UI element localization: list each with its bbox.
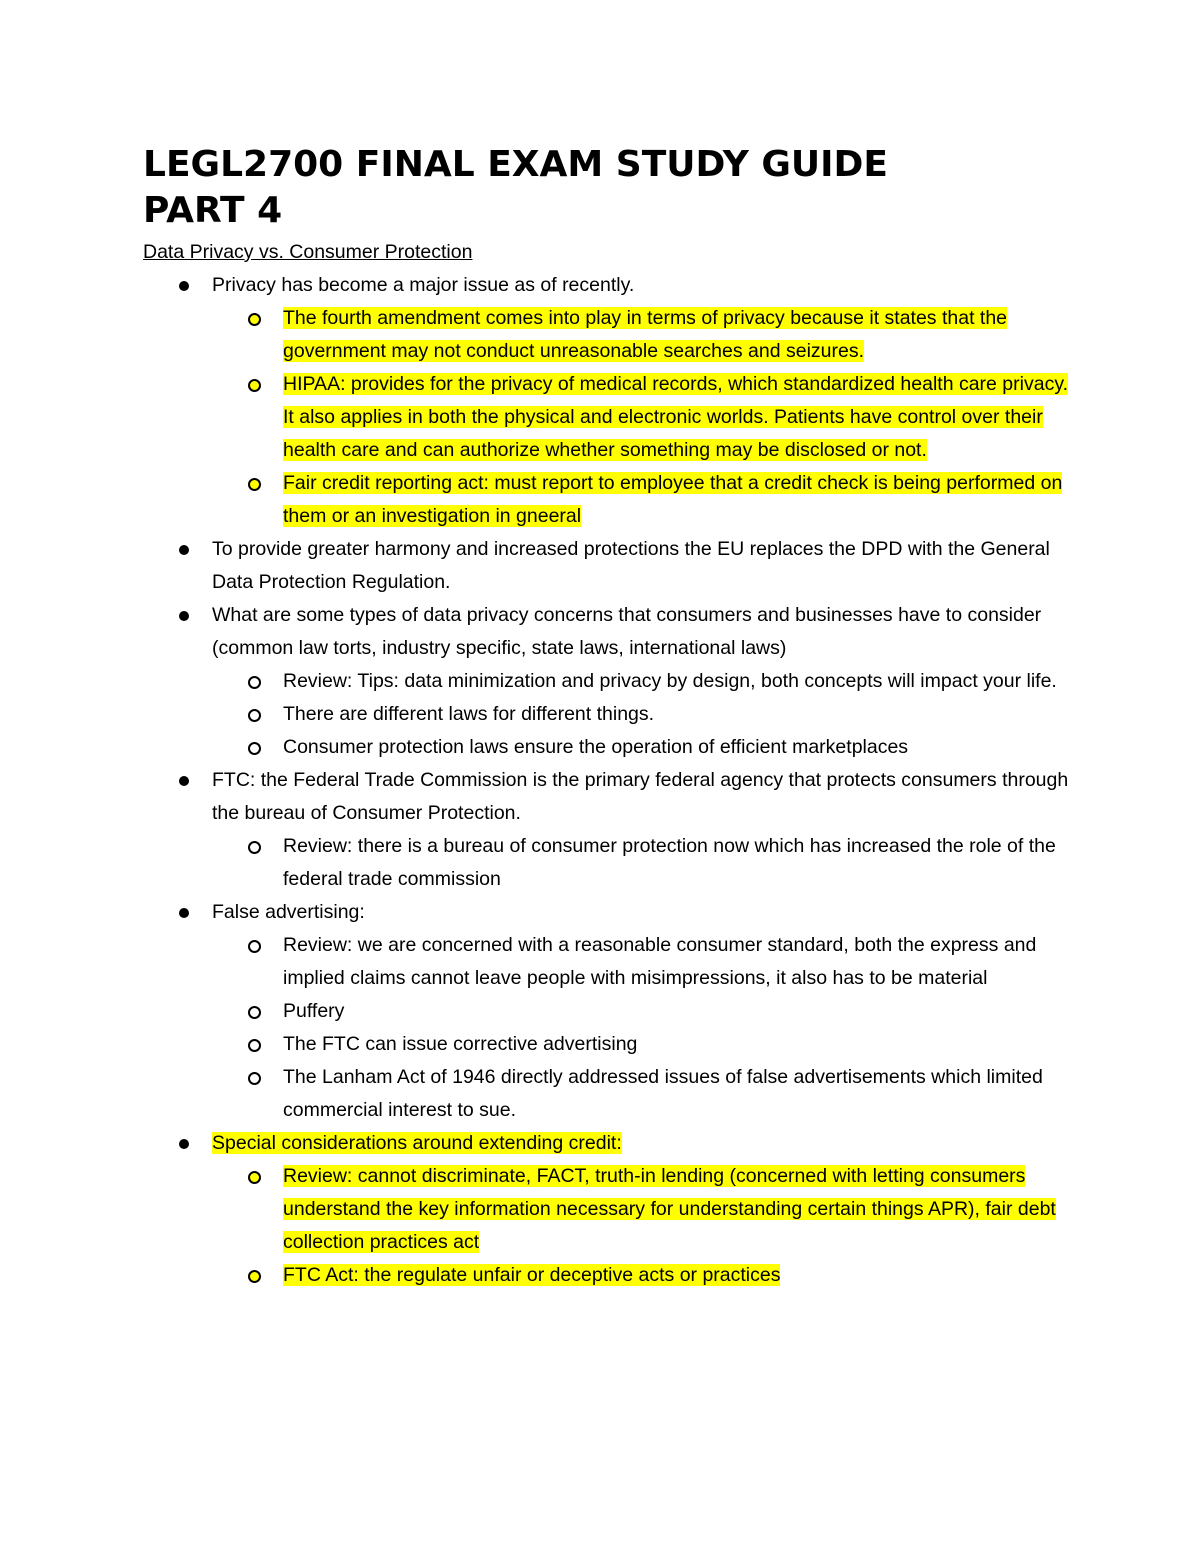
list-item (143, 1028, 1073, 1061)
filled-bullet-icon (179, 281, 189, 291)
list-item-text: The fourth amendment comes into play in terms of privacy because it states that the government may not conduct unreasonable searches and seizures. (283, 307, 1008, 362)
list-item (143, 1061, 1073, 1127)
hollow-bullet-icon (248, 1171, 261, 1184)
list-item-text: HIPAA: provides for the privacy of medical records, which standardized health care privacy. It also applies in both the physical and electronic worlds. Patients have control over their health care and can authorize whether something may be disclosed or not. (283, 373, 1069, 461)
list-item (143, 665, 1073, 698)
list-item-text: FTC: the Federal Trade Commission is the primary federal agency that protects consumers through the bureau of Consumer Protection. (212, 769, 1069, 824)
filled-bullet-icon (179, 1139, 189, 1149)
list-item (143, 368, 1073, 467)
hollow-bullet-icon (248, 709, 261, 722)
document-body (143, 236, 1073, 1292)
hollow-bullet-icon (248, 1039, 261, 1052)
list-item (143, 302, 1073, 368)
list-item (143, 698, 1073, 731)
page-title-line-1: LEGL2700 FINAL EXAM STUDY GUIDE (143, 144, 888, 185)
list-item (143, 896, 1073, 929)
list-item-text: Puffery (283, 1000, 345, 1022)
hollow-bullet-icon (248, 1072, 261, 1085)
list-item (143, 1160, 1073, 1259)
hollow-bullet-icon (248, 313, 261, 326)
filled-bullet-icon (179, 611, 189, 621)
list-item (143, 731, 1073, 764)
hollow-bullet-icon (248, 1006, 261, 1019)
list-item (143, 1127, 1073, 1160)
hollow-bullet-icon (248, 478, 261, 491)
list-item-text: Review: there is a bureau of consumer protection now which has increased the role of the federal trade commission (283, 835, 1056, 890)
filled-bullet-icon (179, 776, 189, 786)
list-item-text: Special considerations around extending credit: (212, 1132, 622, 1154)
list-item-text: There are different laws for different things. (283, 703, 655, 725)
hollow-bullet-icon (248, 742, 261, 755)
section-subheading: Data Privacy vs. Consumer Protection (143, 241, 473, 263)
list-item-text: FTC Act: the regulate unfair or deceptive acts or practices (283, 1264, 781, 1286)
hollow-bullet-icon (248, 841, 261, 854)
filled-bullet-icon (179, 908, 189, 918)
list-item (143, 599, 1073, 665)
list-item-text: What are some types of data privacy concerns that consumers and businesses have to consider (common law torts, industry specific, state laws, international laws) (212, 604, 1042, 659)
list-item (143, 269, 1073, 302)
list-item (143, 1259, 1073, 1292)
hollow-bullet-icon (248, 676, 261, 689)
hollow-bullet-icon (248, 1270, 261, 1283)
list-item (143, 533, 1073, 599)
filled-bullet-icon (179, 545, 189, 555)
list-item (143, 830, 1073, 896)
list-item (143, 467, 1073, 533)
list-item-text: False advertising: (212, 901, 365, 923)
hollow-bullet-icon (248, 940, 261, 953)
page-title (143, 142, 1083, 234)
list-item-text: Fair credit reporting act: must report to employee that a credit check is being performed on them or an investigation in gneeral (283, 472, 1063, 527)
list-item-text: Review: cannot discriminate, FACT, truth-in lending (concerned with letting consumers understand the key information necessary for understanding certain things APR), fair debt collection practices act (283, 1165, 1056, 1253)
list-item-text: The FTC can issue corrective advertising (283, 1033, 638, 1055)
list-item (143, 929, 1073, 995)
list-item (143, 995, 1073, 1028)
list-item-text: Review: Tips: data minimization and privacy by design, both concepts will impact your life. (283, 670, 1057, 692)
list-item-text: Consumer protection laws ensure the operation of efficient marketplaces (283, 736, 909, 758)
list-item (143, 764, 1073, 830)
page-title-line-2: PART 4 (143, 190, 283, 231)
list-item-text: Review: we are concerned with a reasonable consumer standard, both the express and implied claims cannot leave people with misimpressions, it also has to be material (283, 934, 1037, 989)
list-item-text: Privacy has become a major issue as of recently. (212, 274, 635, 296)
list-item-text: The Lanham Act of 1946 directly addressed issues of false advertisements which limited commercial interest to sue. (283, 1066, 1043, 1121)
hollow-bullet-icon (248, 379, 261, 392)
list-item-text: To provide greater harmony and increased protections the EU replaces the DPD with the General Data Protection Regulation. (212, 538, 1050, 593)
